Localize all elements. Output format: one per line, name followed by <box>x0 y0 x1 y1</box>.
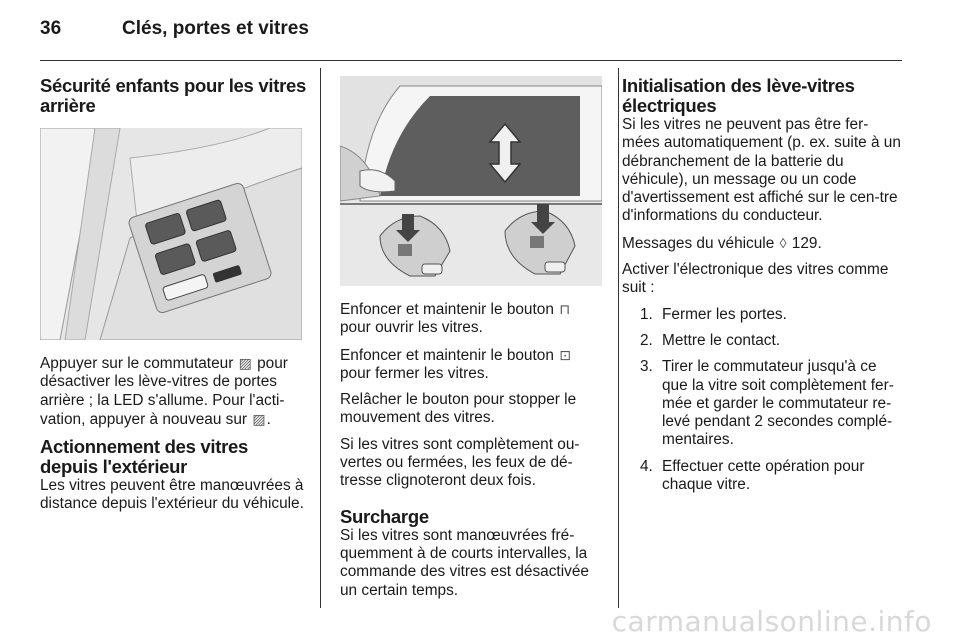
column-1 <box>40 76 306 522</box>
step-text: Mettre le contact. <box>662 331 781 349</box>
column-divider-2 <box>618 68 619 608</box>
page-title: Clés, portes et vitres <box>122 18 309 39</box>
text-run: pour fermer les vitres. <box>340 364 489 382</box>
list-item <box>622 358 904 449</box>
text-run: Enfoncer et maintenir le bouton <box>340 346 554 364</box>
initialisation-paragraph: Si les vitres ne peuvent pas être fer-mées automatiquement (p. ex. suite à un débranchement de la batterie du véhicule), un message ou un code d'avertissement est affiché sur le cen-tre d'informations du conducteur. <box>622 116 901 225</box>
column-2 <box>340 76 602 608</box>
text-run: Enfoncer et maintenir le bouton <box>340 301 554 318</box>
step-number: 3. <box>640 358 653 376</box>
step-text: Fermer les portes. <box>662 305 787 323</box>
steps-list <box>622 306 904 495</box>
page-number: 36 <box>40 18 62 39</box>
section-heading-overload: Surcharge <box>340 505 429 527</box>
text-run: pour désactiver les lève-vitres de portes arrière ; la LED s'allume. Pour l'acti-vation, appuyer à nouveau sur <box>40 355 288 428</box>
step-number: 4. <box>640 457 653 475</box>
section-heading-remote-windows: Actionnement des vitres depuis l'extérieur <box>40 436 248 478</box>
step-text: Tirer le commutateur jusqu'à ce que la vitre soit complètement fer-mée et garder le commutateur re-levé pendant 2 secondes complé-mentaires. <box>662 358 894 449</box>
child-lock-switch-icon: ▨ <box>238 355 252 371</box>
door-switch-panel-image <box>40 128 302 340</box>
remote-windows-paragraph: Les vitres peuvent être manœuvrées à distance depuis l'extérieur du véhicule. <box>40 477 304 513</box>
column-divider-1 <box>320 68 321 608</box>
page-reference-link[interactable]: 129. <box>791 234 822 252</box>
activate-paragraph: Activer l'électronique des vitres comme suit : <box>622 261 889 297</box>
page-reference-arrow-icon: ◊ <box>779 234 787 251</box>
section-heading-initialisation: Initialisation des lève-vitres électriques <box>622 75 855 116</box>
step-text: Effectuer cette opération pour chaque vitre. <box>662 457 865 494</box>
header-rule <box>40 60 902 61</box>
vehicle-messages-reference <box>622 234 904 253</box>
list-item <box>622 306 904 324</box>
key-remote-illustration <box>340 76 602 286</box>
text-run: Messages du véhicule <box>622 234 775 252</box>
step-number: 1. <box>640 305 653 323</box>
list-item <box>622 458 904 495</box>
column-3 <box>622 76 904 502</box>
step-number: 2. <box>640 331 653 349</box>
unlock-paragraph <box>340 300 602 338</box>
page-header <box>40 18 920 48</box>
text-run: . <box>266 410 271 428</box>
child-lock-paragraph <box>40 354 306 429</box>
text-run: Appuyer sur le commutateur <box>40 355 234 372</box>
hazard-lights-paragraph: Si les vitres sont complètement ou-vertes ou fermées, les feux de dé-tresse clignoteront deux fois. <box>340 435 580 490</box>
unlock-key-icon: ⊓ <box>559 301 571 317</box>
overload-paragraph: Si les vitres sont manœuvrées fré-quemment à de courts intervalles, la commande des vitres est désactivée un certain temps. <box>340 526 589 599</box>
lock-key-icon: ⊡ <box>559 346 571 363</box>
window-and-keys-image <box>340 76 602 286</box>
release-paragraph: Relâcher le bouton pour stopper le mouvement des vitres. <box>340 391 577 427</box>
child-lock-switch-icon: ▨ <box>252 410 266 427</box>
lock-paragraph <box>340 346 602 384</box>
window-switch-illustration <box>40 128 302 340</box>
text-run: pour ouvrir les vitres. <box>340 319 483 337</box>
watermark: carmanualsonline.info <box>611 605 932 638</box>
section-heading-child-lock: Sécurité enfants pour les vitres arrière <box>40 75 306 116</box>
list-item <box>622 332 904 350</box>
